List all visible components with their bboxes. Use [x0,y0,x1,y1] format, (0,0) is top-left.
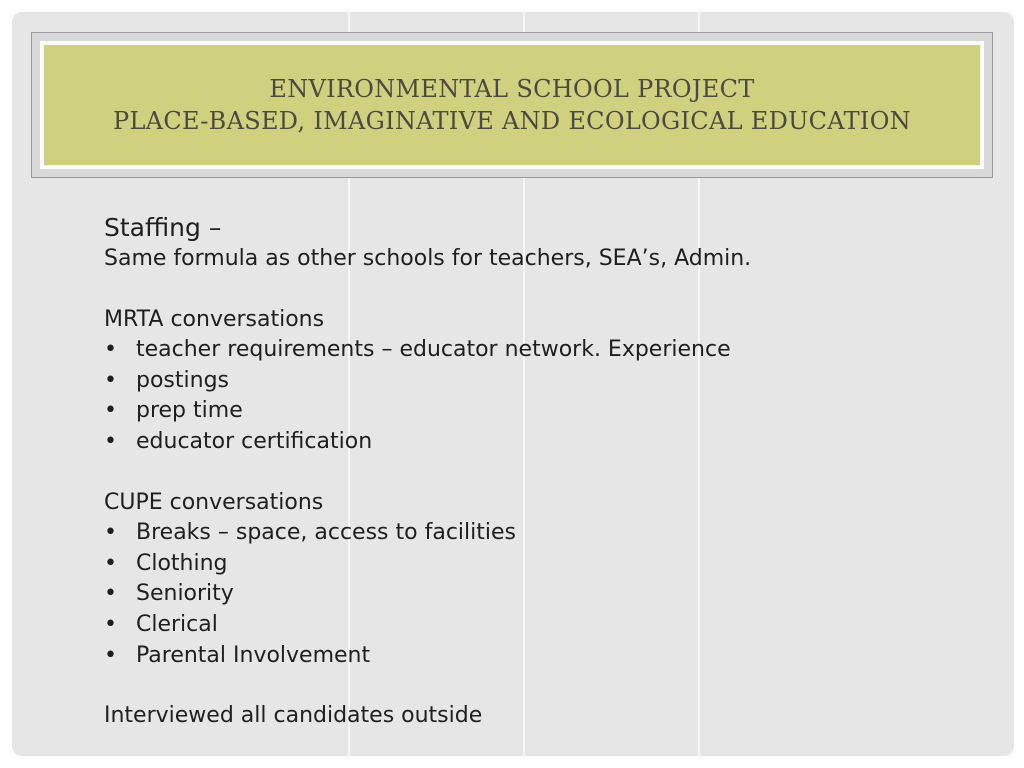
title-line-1: ENVIRONMENTAL SCHOOL PROJECT [269,75,755,103]
staffing-heading: Staffing – [104,213,222,242]
mrta-list [104,335,964,457]
list-item [104,427,964,458]
list-item-text: educator certification [136,428,373,454]
title-frame [31,32,993,178]
list-item [104,579,964,610]
bullet-icon: • [104,520,117,546]
list-item-text: prep time [136,398,243,424]
cupe-list [104,518,964,671]
title-line-2: PLACE-BASED, IMAGINATIVE AND ECOLOGICAL EDUCATION [113,107,911,135]
list-item-text: Breaks – space, access to facilities [136,520,516,546]
cupe-heading: CUPE conversations [104,489,324,515]
list-item [104,366,964,397]
staffing-text: Same formula as other schools for teachers, SEA’s, Admin. [104,246,752,271]
list-item-text: Seniority [136,581,234,607]
list-item [104,396,964,427]
slide [12,12,1014,756]
list-item-text: postings [136,367,229,393]
bullet-icon: • [104,367,117,393]
mrta-heading: MRTA conversations [104,306,325,332]
bullet-icon: • [104,581,117,607]
list-item [104,610,964,641]
list-item-text: Clothing [136,550,228,576]
list-item [104,335,964,366]
bullet-icon: • [104,550,117,576]
bullet-icon: • [104,337,117,363]
list-item [104,549,964,580]
bullet-icon: • [104,611,117,637]
list-item-text: Parental Involvement [136,642,371,668]
list-item [104,518,964,549]
slide-title [40,41,984,169]
bullet-icon: • [104,398,117,424]
closing-text: Interviewed all candidates outside [104,703,483,729]
list-item [104,641,964,672]
list-item-text: teacher requirements – educator network. Experience [136,337,731,363]
list-item-text: Clerical [136,611,218,637]
bullet-icon: • [104,642,117,668]
bullet-icon: • [104,428,117,454]
slide-body [104,212,964,732]
